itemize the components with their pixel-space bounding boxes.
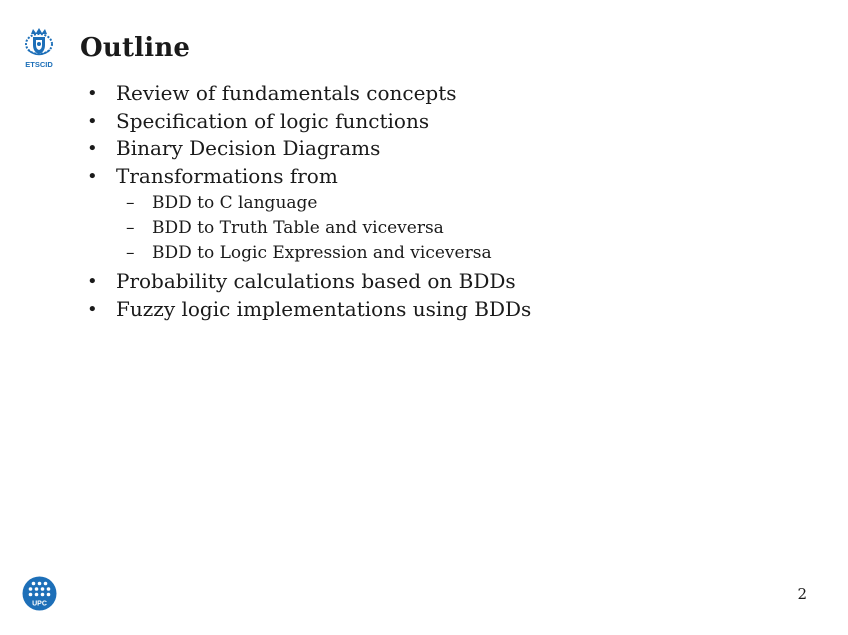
- outline-subitem: [116, 191, 767, 216]
- outline-item: [87, 296, 767, 324]
- university-logo-text: UPC: [32, 600, 47, 608]
- outline-subitem-text: BDD to C language: [152, 193, 318, 213]
- slide-title: Outline: [80, 33, 191, 63]
- outline-item-text: Review of fundamentals concepts: [116, 81, 457, 105]
- outline-subitem-text: BDD to Truth Table and viceversa: [152, 218, 444, 238]
- dash-icon: –: [126, 218, 135, 238]
- page-number: 2: [797, 585, 807, 603]
- bullet-icon: •: [87, 271, 98, 292]
- outline-sublist: [116, 191, 767, 266]
- school-crest-logo: [22, 27, 56, 69]
- bullet-icon: •: [87, 165, 98, 187]
- outline-list: [87, 80, 767, 323]
- outline-item: [87, 163, 767, 267]
- outline-item-text: Specification of logic functions: [116, 108, 430, 133]
- outline-item-text: Binary Decision Diagrams: [116, 136, 381, 160]
- dash-icon: –: [126, 243, 135, 263]
- bullet-icon: •: [87, 83, 98, 104]
- outline-item-text: Fuzzy logic implementations using BDDs: [116, 296, 532, 321]
- outline-item: [87, 268, 767, 296]
- outline-item-text: Transformations from: [116, 163, 338, 188]
- bullet-icon: •: [87, 110, 98, 132]
- bullet-icon: •: [87, 138, 98, 159]
- crest-logo-text: ETSCID: [25, 60, 53, 69]
- outline-subitem: [116, 216, 767, 241]
- dash-icon: –: [126, 193, 135, 213]
- outline-item-text: Probability calculations based on BDDs: [116, 269, 516, 293]
- outline-subitem: [116, 241, 767, 266]
- outline-item: [87, 108, 767, 136]
- outline-item: [87, 80, 767, 108]
- outline-item: [87, 135, 767, 163]
- university-logo: [22, 576, 57, 611]
- bullet-icon: •: [87, 298, 98, 320]
- outline-subitem-text: BDD to Logic Expression and viceversa: [152, 243, 492, 263]
